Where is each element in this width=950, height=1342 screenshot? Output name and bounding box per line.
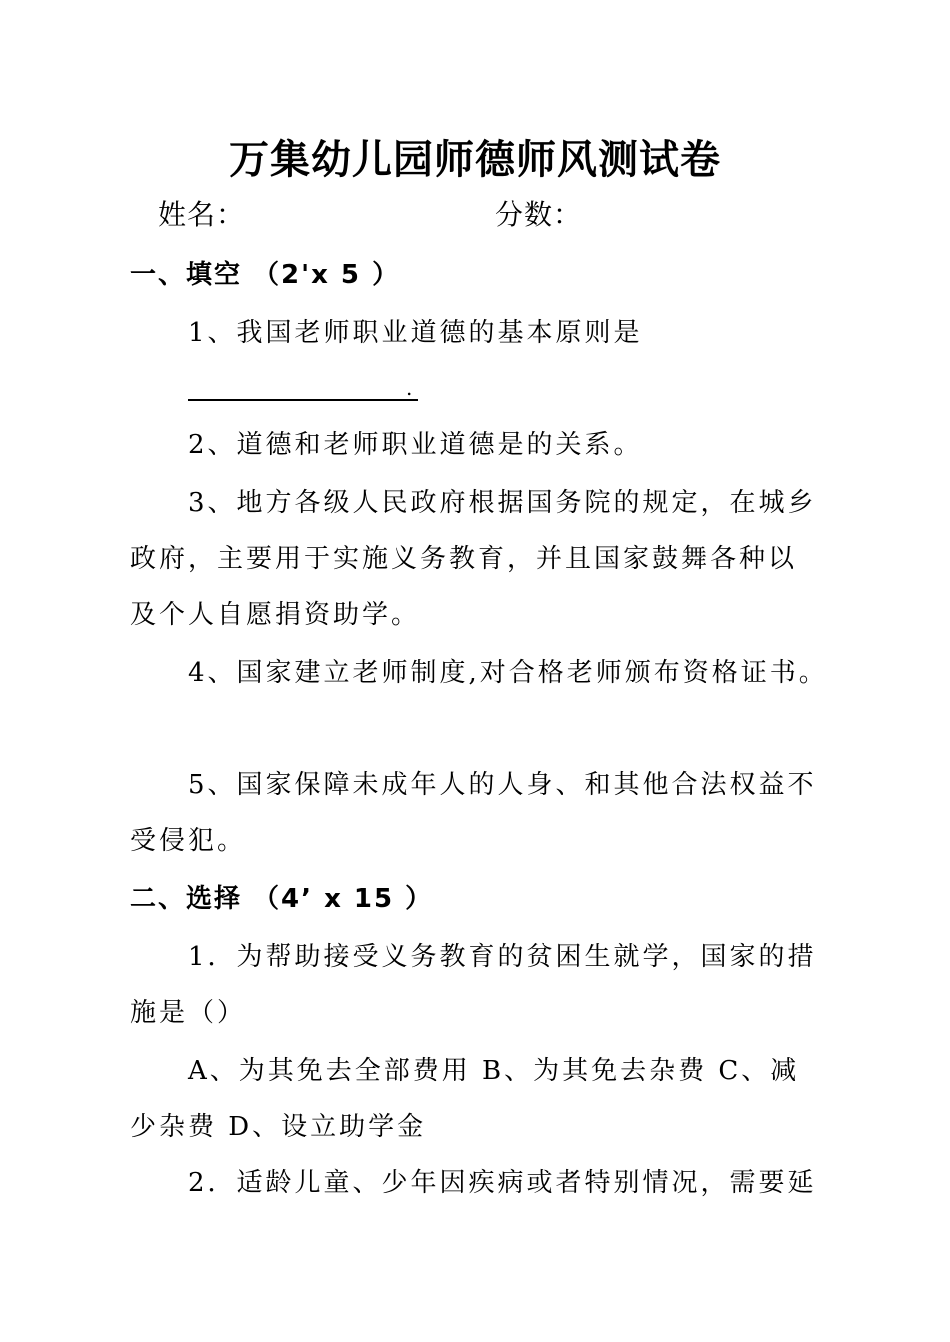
fill-q3-line3: 及个人自愿捐资助学。 xyxy=(130,600,421,630)
fill-q1-blank-dot: . xyxy=(406,376,413,400)
choice-q1-line2: 施是（） xyxy=(130,998,247,1028)
fill-q1-text: 1、我国老师职业道德的基本原则是 xyxy=(188,318,643,348)
fill-q1-blank-line xyxy=(188,399,418,401)
choice-q1-line1: 1．为帮助接受义务教育的贫困生就学，国家的措 xyxy=(188,942,817,972)
page-title: 万集幼儿园师德师风测试卷 xyxy=(229,137,721,183)
score-label: 分数： xyxy=(495,198,583,231)
section1-heading: 一、填空 （2'x 5 ） xyxy=(130,260,401,290)
choice-q1-options-line2: 少杂费 D、设立助学金 xyxy=(130,1112,427,1142)
choice-q2-line1: 2．适龄儿童、少年因疾病或者特别情况，需要延 xyxy=(188,1168,817,1198)
name-label: 姓名： xyxy=(158,198,246,231)
choice-q1-options-line1: A、为其免去全部费用 B、为其免去杂费 C、减 xyxy=(188,1056,800,1086)
fill-q3-line2: 政府，主要用于实施义务教育，并且国家鼓舞各种以 xyxy=(130,544,798,574)
section2-heading: 二、选择 （4’ x 15 ） xyxy=(130,884,434,914)
fill-q2-text: 2、道德和老师职业道德是的关系。 xyxy=(188,430,643,460)
fill-q5-line2: 受侵犯。 xyxy=(130,826,247,856)
fill-q5-line1: 5、国家保障未成年人的人身、和其他合法权益不 xyxy=(188,770,817,800)
fill-q4-text: 4、国家建立老师制度,对合格老师颁布资格证书。 xyxy=(188,658,828,688)
fill-q3-line1: 3、地方各级人民政府根据国务院的规定，在城乡 xyxy=(188,488,817,518)
